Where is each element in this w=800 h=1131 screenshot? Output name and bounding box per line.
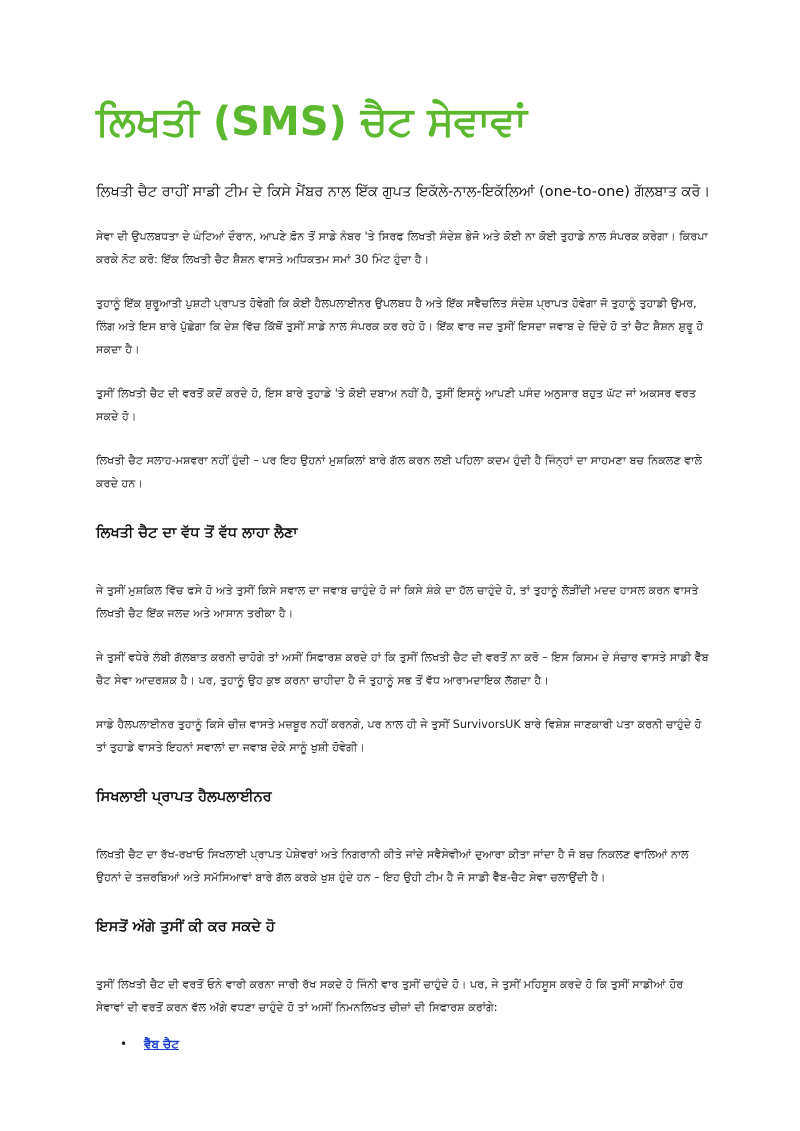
lead-paragraph: ਲਿਖਤੀ ਚੈਟ ਰਾਹੀਂ ਸਾਡੀ ਟੀਮ ਦੇ ਕਿਸੇ ਮੈਂਬਰ ਨਾਲ ਇੱਕ ਗੁਪਤ ਇਕੱਲੇ-ਨਾਲ-ਇਕੱਲਿਆਂ (one-to-one) ਗੱਲਬਾਤ ਕਰੋ। [96, 184, 711, 200]
intro-paragraph: ਤੁਸੀਂ ਲਿਖਤੀ ਚੈਟ ਦੀ ਵਰਤੋਂ ਕਦੋਂ ਕਰਦੇ ਹੋ, ਇਸ ਬਾਰੇ ਤੁਹਾਡੇ 'ਤੇ ਕੋਈ ਦਬਾਅ ਨਹੀਂ ਹੈ, ਤੁਸੀਂ ਇਸਨੂੰ ਆਪਣੀ ਪਸੰਦ ਅਨੁਸਾਰ ਬਹੁਤ ਘੱਟ ਜਾਂ ਅਕਸਰ ਵਰਤ ਸਕਦੇ ਹੋ। [96, 387, 697, 423]
list-item [96, 1033, 714, 1055]
section-paragraph: ਲਿਖਤੀ ਚੈਟ ਦਾ ਰੱਖ-ਰਖਾਓ ਸਿਖਲਾਈ ਪ੍ਰਾਪਤ ਪੇਸ਼ੇਵਰਾਂ ਅਤੇ ਨਿਗਰਾਨੀ ਕੀਤੇ ਜਾਂਦੇ ਸਵੈਸੇਵੀਆਂ ਦੁਆਰਾ ਕੀਤਾ ਜਾਂਦਾ ਹੈ ਜੋ ਬਚ ਨਿਕਲਣ ਵਾਲਿਆਂ ਨਾਲ ਉਹਨਾਂ ਦੇ ਤਜ਼ਰਬਿਆਂ ਅਤੇ ਸਮੱਸਿਆਵਾਂ ਬਾਰੇ ਗੱਲ ਕਰਕੇ ਖੁਸ਼ ਹੁੰਦੇ ਹਨ – ਇਹ ਉਹੀ ਟੀਮ ਹੈ ਜੋ ਸਾਡੀ ਵੈੱਬ-ਚੈਟ ਸੇਵਾ ਚਲਾਉਂਦੀ ਹੈ। [96, 848, 689, 884]
intro-paragraph: ਸੇਵਾ ਦੀ ਉਪਲਬਧਤਾ ਦੇ ਘੰਟਿਆਂ ਦੌਰਾਨ, ਆਪਣੇ ਫ਼ੋਨ ਤੋਂ ਸਾਡੇ ਨੰਬਰ 'ਤੇ ਸਿਰਫ ਲਿਖਤੀ ਸੰਦੇਸ਼ ਭੇਜੋ ਅਤੇ ਕੋਈ ਨਾ ਕੋਈ ਤੁਹਾਡੇ ਨਾਲ ਸੰਪਰਕ ਕਰੇਗਾ। ਕਿਰਪਾ ਕਰਕੇ ਨੋਟ ਕਰੋ: ਇੱਕ ਲਿਖਤੀ ਚੈਟ ਸ਼ੈਸ਼ਨ ਵਾਸਤੇ ਅਧਿਕਤਮ ਸਮਾਂ 30 ਮਿੰਟ ਹੁੰਦਾ ਹੈ। [96, 230, 708, 266]
web-chat-link[interactable]: ਵੈੱਬ ਚੈਟ [144, 1037, 179, 1051]
section-paragraph: ਜੇ ਤੁਸੀਂ ਵਧੇਰੇ ਲੰਬੀ ਗੱਲਬਾਤ ਕਰਨੀ ਚਾਹੋਗੇ ਤਾਂ ਅਸੀਂ ਸਿਫਾਰਸ਼ ਕਰਦੇ ਹਾਂ ਕਿ ਤੁਸੀਂ ਲਿਖਤੀ ਚੈਟ ਦੀ ਵਰਤੋਂ ਨਾ ਕਰੋ – ਇਸ ਕਿਸਮ ਦੇ ਸੰਚਾਰ ਵਾਸਤੇ ਸਾਡੀ ਵੈੱਬ ਚੈਟ ਸੇਵਾ ਆਦਰਸ਼ਕ ਹੈ। ਪਰ, ਤੁਹਾਨੂੰ ਉਹ ਕੁਝ ਕਰਨਾ ਚਾਹੀਦਾ ਹੈ ਜੋ ਤੁਹਾਨੂੰ ਸਭ ਤੋਂ ਵੱਧ ਆਰਾਮਦਾਇਕ ਲੱਗਦਾ ਹੈ। [96, 651, 709, 687]
intro-paragraph: ਲਿਖਤੀ ਚੈਟ ਸਲਾਹ-ਮਸ਼ਵਰਾ ਨਹੀਂ ਹੁੰਦੀ – ਪਰ ਇਹ ਉਹਨਾਂ ਮੁਸ਼ਕਿਲਾਂ ਬਾਰੇ ਗੱਲ ਕਰਨ ਲਈ ਪਹਿਲਾ ਕਦਮ ਹੁੰਦੀ ਹੈ ਜਿੰਨ੍ਹਾਂ ਦਾ ਸਾਹਮਣਾ ਬਚ ਨਿਕਲਣ ਵਾਲੇ ਕਰਦੇ ਹਨ। [96, 454, 703, 490]
page-title: ਲਿਖਤੀ (SMS) ਚੈਟ ਸੇਵਾਵਾਂ [96, 99, 527, 145]
section-paragraph: ਸਾਡੇ ਹੈਲਪਲਾਈਨਰ ਤੁਹਾਨੂੰ ਕਿਸੇ ਚੀਜ਼ ਵਾਸਤੇ ਮਜ਼ਬੂਰ ਨਹੀਂ ਕਰਨਗੇ, ਪਰ ਨਾਲ ਹੀ ਜੇ ਤੁਸੀਂ SurvivorsUK ਬਾਰੇ ਵਿਸ਼ੇਸ਼ ਜਾਣਕਾਰੀ ਪਤਾ ਕਰਨੀ ਚਾਹੁੰਦੇ ਹੋ ਤਾਂ ਤੁਹਾਡੇ ਵਾਸਤੇ ਇਹਨਾਂ ਸਵਾਲਾਂ ਦਾ ਜਵਾਬ ਦੇਕੇ ਸਾਨੂੰ ਖੁਸ਼ੀ ਹੋਵੇਗੀ। [96, 718, 702, 754]
intro-paragraph: ਤੁਹਾਨੂੰ ਇੱਕ ਸ਼ੁਰੂਆਤੀ ਪੁਸ਼ਟੀ ਪ੍ਰਾਪਤ ਹੋਵੇਗੀ ਕਿ ਕੋਈ ਹੈਲਪਲਾਈਨਰ ਉਪਲਬਧ ਹੈ ਅਤੇ ਇੱਕ ਸਵੈਚਲਿਤ ਸੰਦੇਸ਼ ਪ੍ਰਾਪਤ ਹੋਵੇਗਾ ਜੋ ਤੁਹਾਨੂੰ ਤੁਹਾਡੀ ਉਮਰ, ਲਿੰਗ ਅਤੇ ਇਸ ਬਾਰੇ ਪੁੱਛੇਗਾ ਕਿ ਦੇਸ਼ ਵਿੱਚ ਕਿੱਥੋਂ ਤੁਸੀਂ ਸਾਡੇ ਨਾਲ ਸੰਪਰਕ ਕਰ ਰਹੇ ਹੋ। ਇੱਕ ਵਾਰ ਜਦ ਤੁਸੀਂ ਇਸਦਾ ਜਵਾਬ ਦੇ ਦਿੰਦੇ ਹੋ ਤਾਂ ਚੈਟ ਸ਼ੈਸ਼ਨ ਸ਼ੁਰੂ ਹੋ ਸਕਦਾ ਹੈ। [96, 297, 704, 356]
section-heading-trained-helpliners: ਸਿਖਲਾਈ ਪ੍ਰਾਪਤ ਹੈਲਪਲਾਈਨਰ [96, 789, 272, 805]
section-heading-next-steps: ਇਸਤੋਂ ਅੱਗੇ ਤੁਸੀਂ ਕੀ ਕਰ ਸਕਦੇ ਹੋ [96, 919, 275, 935]
next-steps-list [96, 1033, 714, 1055]
section-paragraph: ਜੇ ਤੁਸੀਂ ਮੁਸ਼ਕਿਲ ਵਿੱਚ ਫਸੇ ਹੋ ਅਤੇ ਤੁਸੀਂ ਕਿਸੇ ਸਵਾਲ ਦਾ ਜਵਾਬ ਚਾਹੁੰਦੇ ਹੋ ਜਾਂ ਕਿਸੇ ਸ਼ੰਕੇ ਦਾ ਹੱਲ ਚਾਹੁੰਦੇ ਹੋ, ਤਾਂ ਤੁਹਾਨੂੰ ਲੋੜੀਂਦੀ ਮਦਦ ਹਾਸਲ ਕਰਨ ਵਾਸਤੇ ਲਿਖਤੀ ਚੈਟ ਇੱਕ ਜਲਦ ਅਤੇ ਆਸਾਨ ਤਰੀਕਾ ਹੈ। [96, 584, 699, 620]
document-page [96, 92, 714, 1055]
section-heading-maximize: ਲਿਖਤੀ ਚੈਟ ਦਾ ਵੱਧ ਤੋਂ ਵੱਧ ਲਾਹਾ ਲੈਣਾ [96, 525, 298, 541]
bullet-icon: • [120, 1037, 128, 1051]
section-paragraph: ਤੁਸੀਂ ਲਿਖਤੀ ਚੈਟ ਦੀ ਵਰਤੋਂ ਓਨੇ ਵਾਰੀ ਕਰਨਾ ਜਾਰੀ ਰੱਖ ਸਕਦੇ ਹੋ ਜਿੰਨੀ ਵਾਰ ਤੁਸੀਂ ਚਾਹੁੰਦੇ ਹੋ। ਪਰ, ਜੇ ਤੁਸੀਂ ਮਹਿਸੂਸ ਕਰਦੇ ਹੋ ਕਿ ਤੁਸੀਂ ਸਾਡੀਆਂ ਹੋਰ ਸੇਵਾਵਾਂ ਦੀ ਵਰਤੋਂ ਕਰਨ ਵੱਲ ਅੱਗੇ ਵਧਣਾ ਚਾਹੁੰਦੇ ਹੋ ਤਾਂ ਅਸੀਂ ਨਿਮਨਲਿਖਤ ਚੀਜ਼ਾਂ ਦੀ ਸਿਫਾਰਸ਼ ਕਰਾਂਗੇ: [96, 978, 684, 1014]
